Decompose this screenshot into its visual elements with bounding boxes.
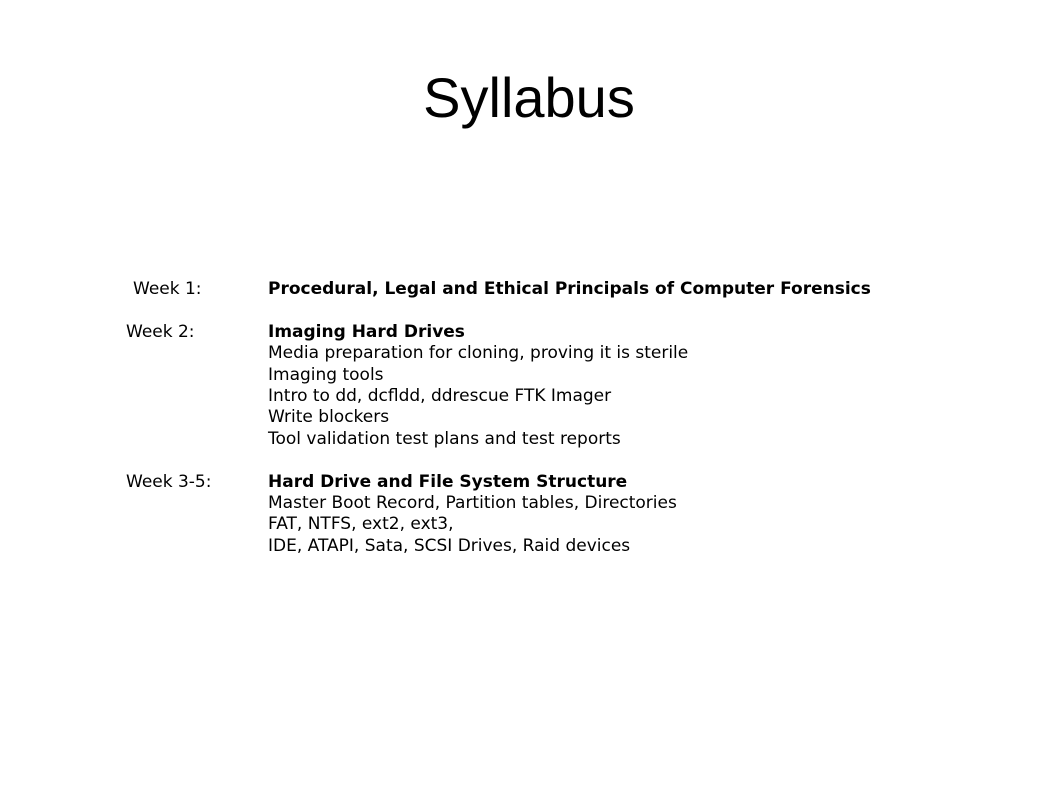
week-2-entry	[126, 322, 986, 450]
week-topic-line: Master Boot Record, Partition tables, Directories	[268, 493, 677, 514]
week-topic-line: Tool validation test plans and test reports	[268, 428, 621, 449]
week-topic-heading: Procedural, Legal and Ethical Principals of Computer Forensics	[268, 279, 871, 299]
week-topic-line: Media preparation for cloning, proving it is sterile	[268, 343, 689, 364]
slide-title: Syllabus	[423, 66, 635, 129]
week-body	[268, 472, 986, 558]
week-topic-line: Intro to dd, dcfldd, ddrescue FTK Imager	[268, 386, 612, 407]
week-label: Week 3-5:	[126, 471, 212, 492]
week-label: Week 2:	[126, 321, 195, 342]
week-topic-line: IDE, ATAPI, Sata, SCSI Drives, Raid devices	[268, 535, 631, 556]
week-body	[268, 279, 986, 300]
week-topic-heading: Imaging Hard Drives	[268, 321, 465, 342]
week-3-5-entry	[126, 472, 986, 558]
week-1-entry	[126, 279, 986, 300]
week-topic-heading: Hard Drive and File System Structure	[268, 471, 628, 492]
week-body	[268, 322, 986, 450]
syllabus-list	[126, 279, 986, 579]
week-topic-line: FAT, NTFS, ext2, ext3,	[268, 514, 454, 535]
week-topic-line: Write blockers	[268, 407, 390, 428]
week-topic-line: Imaging tools	[268, 364, 384, 385]
week-label: Week 1:	[133, 279, 202, 299]
